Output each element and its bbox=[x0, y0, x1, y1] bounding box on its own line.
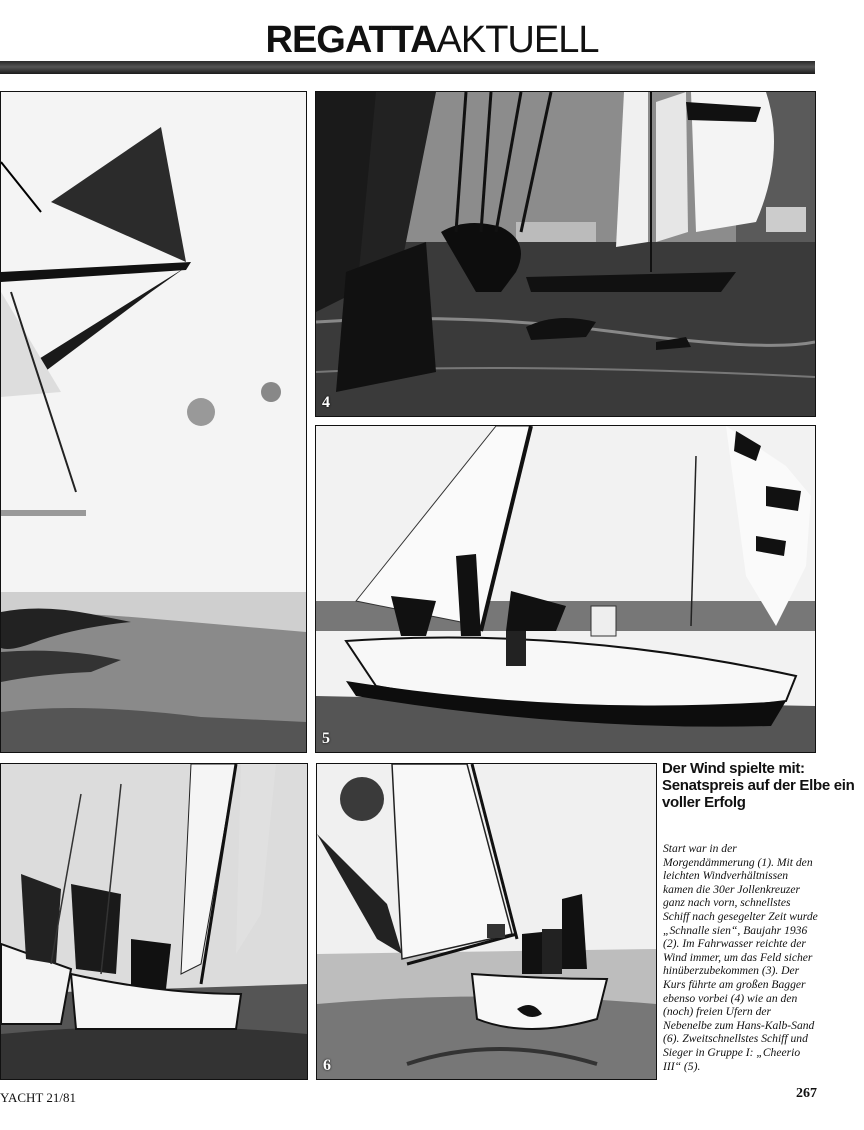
photo-yacht-downwind bbox=[316, 763, 657, 1080]
footer-page-number: 267 bbox=[796, 1086, 817, 1101]
header-title-bold: REGATTA bbox=[265, 19, 437, 61]
page-header-title bbox=[0, 18, 864, 62]
photo-dredger-and-yacht bbox=[315, 91, 816, 417]
header-title-light: AKTUELL bbox=[436, 19, 599, 61]
photo-yacht-crew-heeling bbox=[315, 425, 816, 753]
photo-jollenkreuzer-fleet bbox=[0, 763, 308, 1080]
photo-number: 5 bbox=[322, 730, 330, 747]
article-headline: Der Wind spielte mit: Senatspreis auf der Elbe ein voller Erfolg bbox=[662, 760, 855, 811]
header-rule-bar bbox=[0, 61, 815, 74]
article-caption: Start war in der Morgendämmerung (1). Mit den leichten Windverhältnissen kamen die 30er Jollenkreuzer ganz nach vorn, schnellstes Schiff nach gesegelter Zeit wurde „Schnalle sien“, Baujahr 1936 (2). Im Fahrwasser reichte der Wind immer, um das Feld sicher hinüberzubekommen (3). Der Kurs führte am großen Bagger ebenso vorbei (4) wie an den (noch) freien Ufern der Nebenelbe zum Hans-Kalb-Sand (6). Zweitschnellstes Schiff und Sieger in Gruppe I: „Cheerio III“ (5). bbox=[663, 842, 818, 1073]
photo-sailboat-spinnaker bbox=[0, 91, 307, 753]
photo-number: 4 bbox=[322, 394, 330, 411]
footer-magazine-issue: YACHT 21/81 bbox=[0, 1090, 76, 1105]
photo-number: 6 bbox=[323, 1057, 331, 1074]
